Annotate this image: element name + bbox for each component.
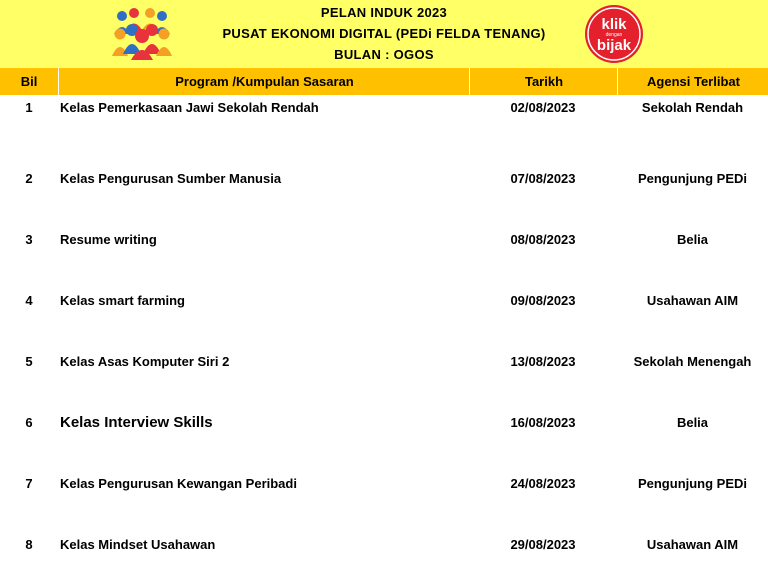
table-row [0,232,768,252]
klik-text: klik [601,16,627,33]
row-date: 16/08/2023 [510,415,576,430]
plan-title: PELAN INDUK 2023 [320,5,448,20]
row-agency: Sekolah Rendah [641,100,744,115]
klik-dengan-bijak-logo [584,4,644,64]
row-number: 1 [25,100,33,115]
row-number: 7 [25,476,33,491]
col-header-bil: Bil [20,74,38,89]
row-program: Kelas Pengurusan Kewangan Peribadi [60,476,297,491]
row-date: 29/08/2023 [510,537,576,552]
row-program: Kelas Mindset Usahawan [60,537,216,552]
row-agency: Sekolah Menengah [633,354,752,369]
row-number: 5 [25,354,33,369]
col-header-program: Program /Kumpulan Sasaran [58,68,470,95]
table-row [0,171,768,191]
title-banner [0,0,768,68]
table-row [0,415,768,435]
row-number: 4 [25,293,33,308]
row-date: 02/08/2023 [510,100,576,115]
row-program: Resume writing [60,232,157,247]
bijak-text: bijak [596,37,632,54]
row-date: 07/08/2023 [510,171,576,186]
row-program: Kelas Interview Skills [60,414,213,431]
table-row [0,293,768,313]
row-number: 2 [25,171,33,186]
row-program: Kelas smart farming [60,293,185,308]
row-number: 3 [25,232,33,247]
table-row [0,100,768,120]
table-header [0,68,768,95]
row-date: 13/08/2023 [510,354,576,369]
centre-title: PUSAT EKONOMI DIGITAL (PEDi FELDA TENANG) [222,26,546,41]
row-program: Kelas Pemerkasaan Jawi Sekolah Rendah [60,100,319,115]
dengan-text: dengan [605,32,623,38]
row-agency: Pengunjung PEDi [637,171,748,186]
row-date: 08/08/2023 [510,232,576,247]
table-row [0,354,768,374]
row-agency: Usahawan AIM [646,537,739,552]
row-date: 09/08/2023 [510,293,576,308]
table-row [0,476,768,496]
row-number: 8 [25,537,33,552]
row-number: 6 [25,415,33,430]
row-program: Kelas Pengurusan Sumber Manusia [60,171,282,186]
row-agency: Usahawan AIM [646,293,739,308]
row-program: Kelas Asas Komputer Siri 2 [60,354,230,369]
table-row [0,537,768,557]
row-agency: Pengunjung PEDi [637,476,748,491]
col-header-date: Tarikh [469,68,618,95]
row-agency: Belia [676,232,709,247]
row-agency: Belia [676,415,709,430]
col-header-agency: Agensi Terlibat [617,68,768,95]
month-title: BULAN : OGOS [334,47,434,62]
row-date: 24/08/2023 [510,476,576,491]
